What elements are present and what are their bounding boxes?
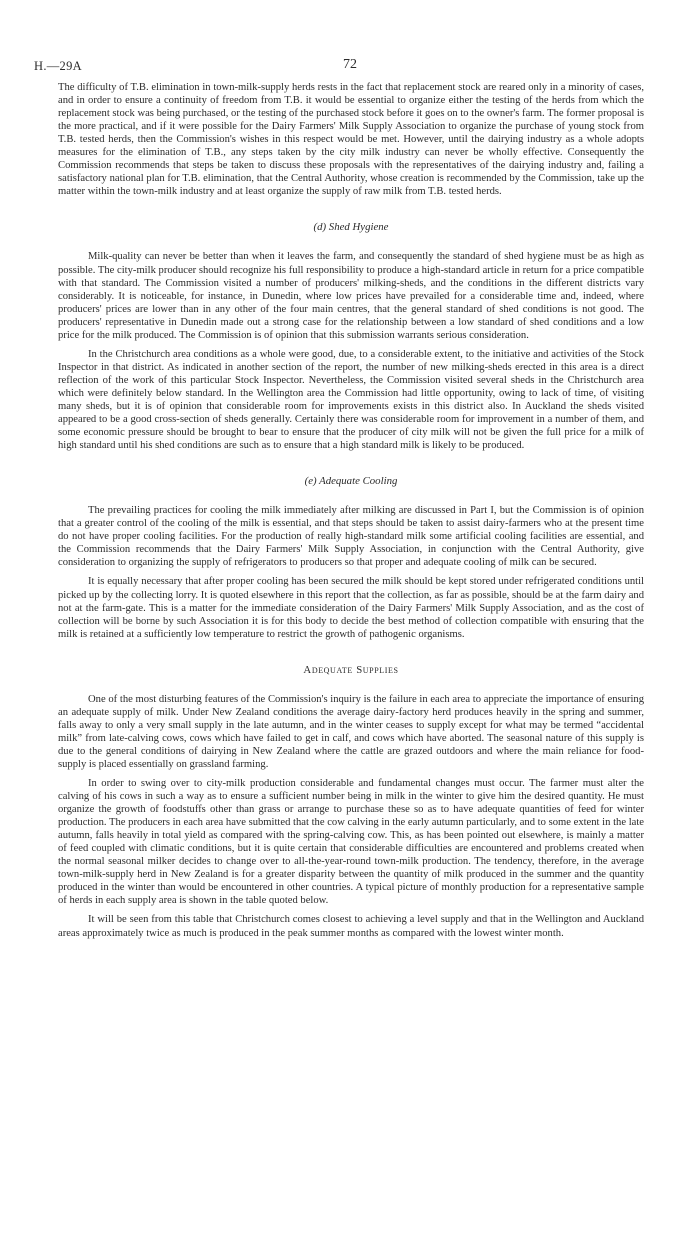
paragraph: In the Christchurch area conditions as a whole were good, due, to a considerable extent, to the initiative and activities of the Stock Inspector in that district. As indicated in another section of the report, the number of new milking-sheds erected in this area is a direct reflection of the work of this particular Stock Inspector. Nevertheless, the Commission visited several sheds in the Christchurch area which were definitely below standard. In the Wellington area the Commission had little opportunity, owing to lack of time, of visiting many sheds, but it is of opinion that considerable room for improvements exists in this district also. In Auckland the sheds visited appeared to be a good cross-section of sheds generally. Certainly there was considerable room for improvement in a number of them, and some economic pressure should be brought to bear to ensure that the producer of city milk will not be given the full price for a milk of high standard until his shed conditions are such as to ensure that a high standard milk is likely to be produced. bbox=[58, 348, 644, 452]
paragraph: Milk-quality can never be better than when it leaves the farm, and consequently the standard of shed hygiene must be as high as possible. The city-milk producer should recognize his full responsibility to produce a high-standard article in return for a price compatible with that standard. The Commission visited a number of producers' milking-sheds, and the conditions in the different districts vary considerably. It is noticeable, for instance, in Dunedin, where low prices have prevailed for a considerable time and, indeed, where producers' prices are lower than in any other of the four main centres, that the general standard of shed conditions is not good. The producers' representative in Dunedin made out a strong case for the relationship between a low standard of shed conditions and a low price for the milk produced. The Commission is of opinion that this submission warrants serious consideration. bbox=[58, 251, 644, 341]
paragraph: It will be seen from this table that Christchurch comes closest to achieving a level supply and that in the Wellington and Auckland areas approximately twice as much is produced in the peak summer months as compared with the lowest winter month. bbox=[58, 914, 644, 939]
paragraph: It is equally necessary that after proper cooling has been secured the milk should be kept stored under refrigerated conditions until picked up by the collecting lorry. It is quoted elsewhere in this report that the collection, as far as possible, should be at the farm dairy and not at the farm-gate. This is a matter for the immediate consideration of the Dairy Farmers' Milk Supply Association, and as the cost of collection will be borne by such Association it is for this body to decide the best method of collection compatible with ensuring that the milk is retained at a sufficiently low temperature to restrict the growth of pathogenic organisms. bbox=[58, 576, 644, 640]
section-heading: (e) Adequate Cooling bbox=[304, 475, 398, 488]
section-heading: Adequate Supplies bbox=[303, 663, 399, 676]
paragraph: In order to swing over to city-milk production considerable and fundamental changes must occur. The farmer must alter the calving of his cows in such a way as to ensure a sufficient number being in milk in the winter to give him the desired quantity. He must organize the growth of foodstuffs other than grass or arrange to purchase these so as to have adequate quantities of feed for winter production. The producers in each area have submitted that the cow calving in the early autumn particularly, and to some extent in the late autumn, falls heavily in total yield as compared with the spring-calving cow. This, as has been pointed out elsewhere, is mainly a matter of feed coupled with climatic conditions, but it is quite certain that considerable difficulties are encountered and problems created when the normal seasonal milker decides to change over to all-the-year-round town-milk production. The tendency, therefore, in the average town-milk-supply herd in New Zealand is for a greater disparity between the quantity of milk produced in the summer and the quantity produced in the winter than would be encountered in other countries. A typical picture of monthly production for a representative sample of herds in each supply area is shown in the table quoted below. bbox=[58, 778, 644, 907]
section-adequate-supplies bbox=[58, 664, 644, 940]
section-shed-hygiene bbox=[58, 221, 644, 452]
document-body bbox=[58, 81, 644, 940]
section-adequate-cooling bbox=[58, 475, 644, 641]
page-number: 72 bbox=[343, 57, 357, 72]
document-reference: H.—29A bbox=[34, 59, 82, 73]
section-heading: (d) Shed Hygiene bbox=[313, 221, 389, 234]
section-tb-elimination bbox=[58, 81, 644, 198]
paragraph: The prevailing practices for cooling the milk immediately after milking are discussed in Part I, but the Commission is of opinion that a greater control of the cooling of the milk is essential, and that steps should be taken to assist dairy-farmers who at the present time do not have proper cooling facilities. For the production of really high-standard milk some artificial cooling facilities are essential, and the Commission recommends that the Dairy Farmers' Milk Supply Association, in conjunction with the Central Authority, give consideration to organizing the supply of refrigerators to producers so that proper and adequate cooling of milk can be secured. bbox=[58, 505, 644, 569]
paragraph: One of the most disturbing features of the Commission's inquiry is the failure in each area to appreciate the importance of ensuring an adequate supply of milk. Under New Zealand conditions the average dairy-factory herd produces heavily in the spring and summer, falls away to only a very small supply in the late autumn, and in the winter ceases to supply except for what may be termed “accidental milk” from late-calving cows, cows which have failed to get in calf, and cows which have aborted. The seasonal nature of this supply is due to the general conditions of dairying in New Zealand where the cattle are grazed outdoors and where the main reliance for food-supply is placed essentially on grassland farming. bbox=[58, 693, 644, 770]
paragraph: The difficulty of T.B. elimination in town-milk-supply herds rests in the fact that replacement stock are reared only in a minority of cases, and in order to ensure a continuity of freedom from T.B. it would be essential to organize either the testing of the herds from which the replacement stock was being purchased, or the testing of the purchased stock before it goes on to the owner's farm. The former proposal is the more practical, and if it were possible for the Dairy Farmers' Milk Supply Association to organize the purchase of young stock from T.B. tested herds, then the Commission's wishes in this respect would be met. However, until the dairying industry as a whole adopts measures for the elimination of T.B., any steps taken by the city milk industry can never be wholly effective. Consequently the Commission recommends that steps be taken to discuss these proposals with the representatives of the dairying industry and, failing a satisfactory national plan for T.B. elimination, that the Central Authority, whose creation is recommended by the Commission, take up the matter within the town-milk industry and at least organize the supply of raw milk from T.B. tested herds. bbox=[58, 82, 644, 198]
